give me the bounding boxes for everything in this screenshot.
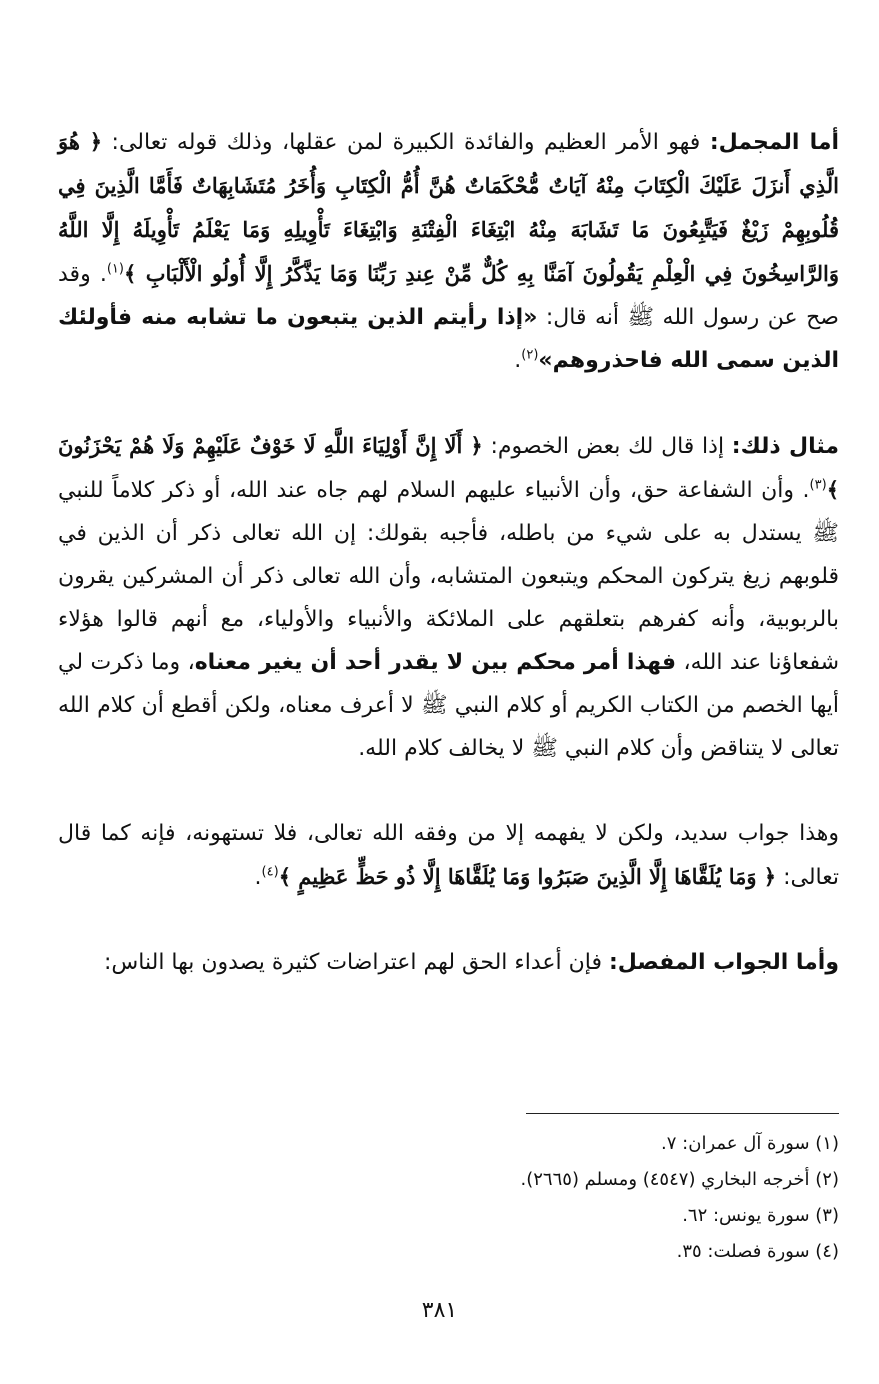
paragraph-answer — [58, 812, 839, 899]
text: فإن أعداء الحق لهم اعتراضات كثيرة يصدون بها الناس: — [104, 950, 609, 975]
footnote-2: (٢) أخرجه البخاري (٤٥٤٧) ومسلم (٢٦٦٥). — [520, 1169, 839, 1190]
paragraph-mufassal — [58, 941, 839, 984]
text: وهذا جواب سديد، ولكن لا يفهمه إلا من وفقه الله تعالى، فلا تستهونه، فإنه كما قال تعالى: — [58, 821, 839, 890]
hadith-quote: «إذا رأيتم الذين يتبعون ما تشابه منه فأولئك الذين سمى الله فاحذروهم» — [58, 305, 839, 373]
main-text — [58, 120, 839, 984]
paragraph-example — [58, 424, 839, 770]
footnote-divider — [526, 1113, 839, 1114]
paragraph-mujmal — [58, 120, 839, 382]
footnote-ref-1: (١) — [106, 261, 124, 277]
text: إذا قال لك بعض الخصوم: — [482, 434, 732, 459]
footnote-4: (٤) سورة فصلت: ٣٥. — [676, 1241, 839, 1262]
footnote-ref-3: (٣) — [809, 477, 827, 493]
footnote-3: (٣) سورة يونس: ٦٢. — [682, 1205, 839, 1226]
footnote-1: (١) سورة آل عمران: ٧. — [661, 1133, 839, 1154]
quran-verse: ﴿ هُوَ الَّذِي أَنزَلَ عَلَيْكَ الْكِتَابَ مِنْهُ آيَاتٌ مُّحْكَمَاتٌ هُنَّ أُمُّ الْكِتَابِ وَأُخَرُ مُتَشَابِهَاتٌ فَأَمَّا الَّذِينَ فِي قُلُوبِهِمْ زَيْغٌ فَيَتَّبِعُونَ مَا تَشَابَهَ مِنْهُ ابْتِغَاءَ الْفِتْنَةِ وَابْتِغَاءَ تَأْوِيلِهِ وَمَا يَعْلَمُ تَأْوِيلَهُ إِلَّا اللَّهُ وَالرَّاسِخُونَ فِي الْعِلْمِ يَقُولُونَ آمَنَّا بِهِ كُلٌّ مِّنْ عِندِ رَبِّنَا وَمَا يَذَّكَّرُ إِلَّا أُولُو الْأَلْبَابِ ﴾ — [58, 129, 839, 286]
quran-verse: ﴿ وَمَا يُلَقَّاهَا إِلَّا الَّذِينَ صَبَرُوا وَمَا يُلَقَّاهَا إِلَّا ذُو حَظٍّ عَظِيمٍ ﴾ — [278, 864, 777, 889]
bold-statement: فهذا أمر محكم بين لا يقدر أحد أن يغير معناه — [194, 650, 677, 675]
heading-example: مثال ذلك: — [731, 434, 839, 459]
text: . وأن الشفاعة حق، وأن الأنبياء عليهم السلام لهم جاه عند الله، أو ذكر كلاماً للنبي ﷺ يستدل به على شيء من باطله، فأجبه بقولك: إن الله تعالى ذكر أن الذين في قلوبهم زيغ يتركون المحكم ويتبعون المتشابه، وأن الله تعالى ذكر أن المشركين يقرون بالربوبية، وأنه كفرهم بتعلقهم على الملائكة والأنبياء والأولياء، مع أنهم قالوا هؤلاء شفعاؤنا عند الله، — [58, 478, 840, 675]
footnote-ref-4: (٤) — [261, 864, 279, 880]
quran-verse: ﴿ أَلَا إِنَّ أَوْلِيَاءَ اللَّهِ لَا خَوْفٌ عَلَيْهِمْ وَلَا هُمْ يَحْزَنُونَ ﴾ — [58, 433, 839, 502]
page-number: ٣٨١ — [421, 1298, 458, 1323]
text: . — [254, 865, 262, 890]
text: فهو الأمر العظيم والفائدة الكبيرة لمن عقلها، وذلك قوله تعالى: — [102, 130, 710, 155]
heading-mufassal: وأما الجواب المفصل: — [608, 950, 839, 975]
heading-mujmal: أما المجمل: — [709, 130, 840, 155]
footnotes — [58, 1126, 839, 1270]
footnote-ref-2: (٢) — [521, 347, 539, 363]
text: . — [514, 348, 522, 373]
text: ، وما ذكرت لي أيها الخصم من الكتاب الكريم أو كلام النبي ﷺ لا أعرف معناه، ولكن أقطع أن كلام الله تعالى لا يتناقض وأن كلام النبي ﷺ لا يخالف كلام الله. — [58, 650, 839, 761]
text: . وقد صح عن رسول الله ﷺ أنه قال: — [58, 262, 839, 330]
